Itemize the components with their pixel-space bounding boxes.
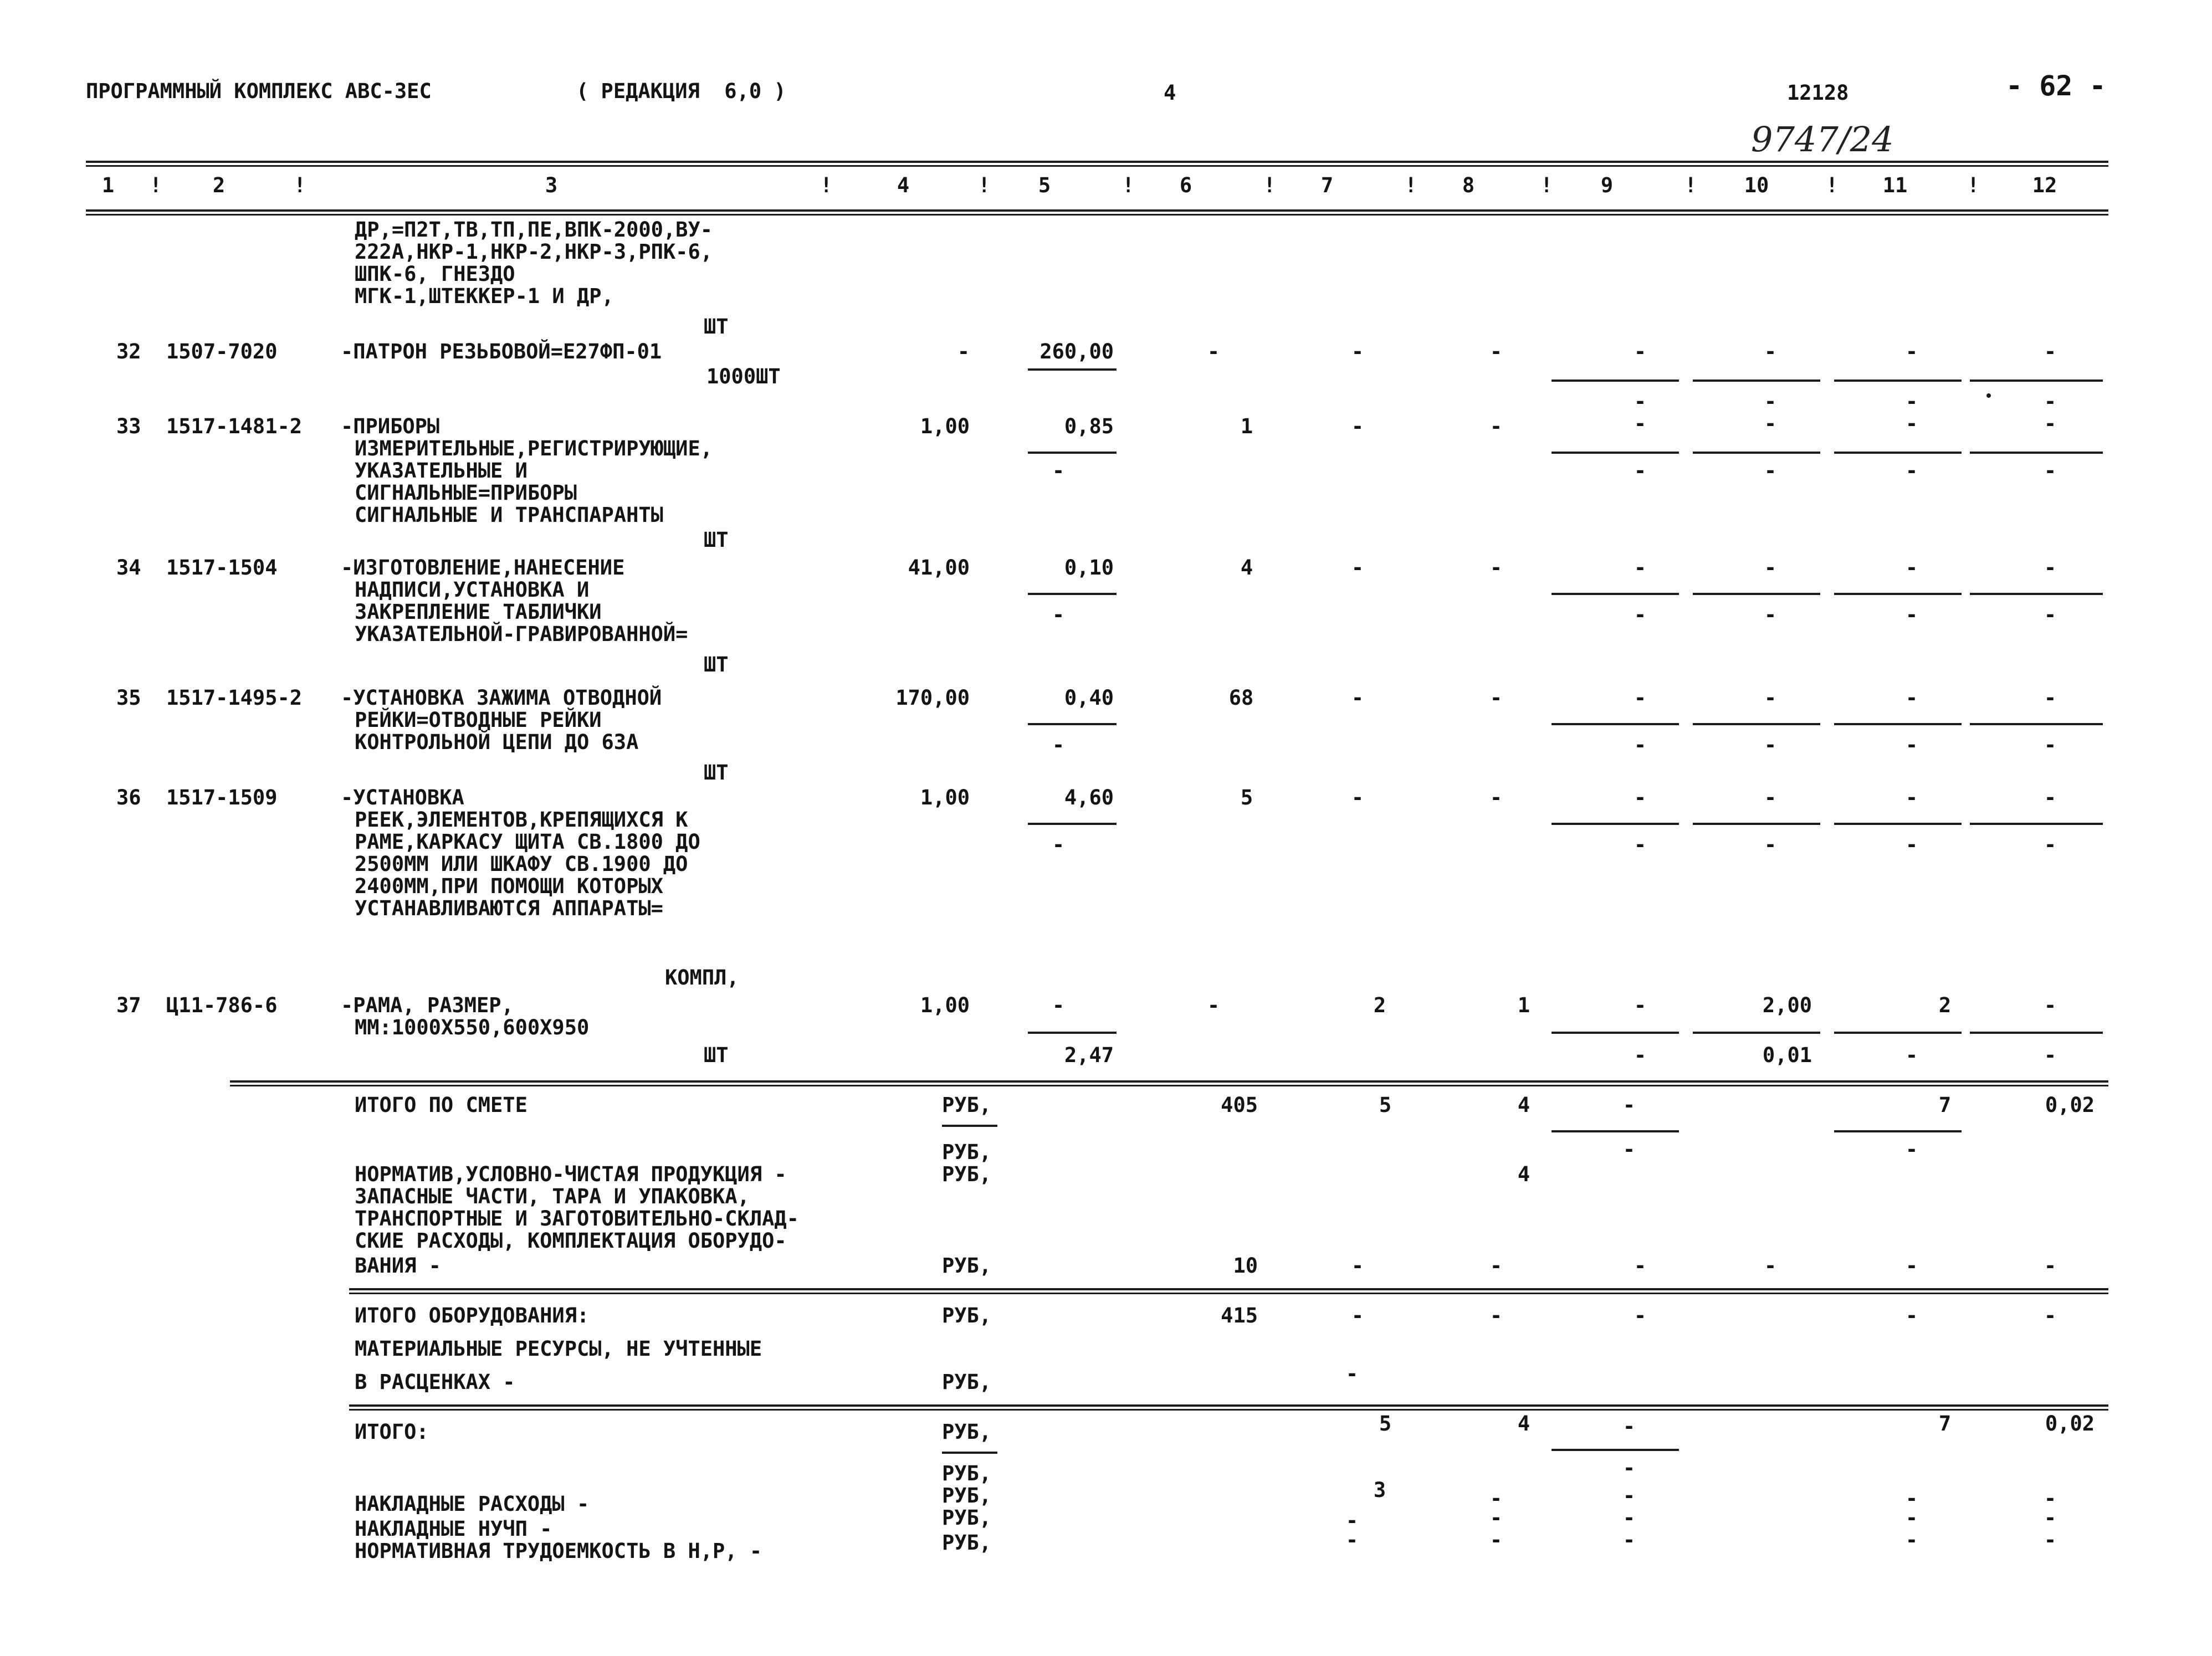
row-number: 33 — [116, 414, 141, 438]
col-header-9: 9 — [1600, 173, 1614, 197]
edition: ( РЕДАКЦИЯ 6,0 ) — [576, 79, 786, 103]
unit: ШТ — [704, 1043, 729, 1067]
col-sep: ! — [1967, 173, 1980, 197]
unit: ШТ — [704, 761, 729, 785]
unit: КОМПЛ, — [665, 966, 739, 990]
col-header-8: 8 — [1462, 173, 1475, 197]
row-number: 32 — [116, 340, 141, 363]
col-sep: ! — [1684, 173, 1697, 197]
unit-price: 0,40 — [1064, 686, 1114, 710]
totals-rule — [230, 1080, 2108, 1083]
program-title: ПРОГРАММНЫЙ КОМПЛЕКС АВС-3ЕС — [86, 79, 432, 103]
unit-price: - — [1052, 993, 1065, 1017]
totals-rule-2 — [230, 1085, 2108, 1086]
unit: ШТ — [704, 528, 729, 552]
unit-price: 260,00 — [1040, 340, 1114, 363]
col-header-3: 3 — [545, 173, 558, 197]
col-sep: ! — [1263, 173, 1276, 197]
currency: РУБ, — [942, 1093, 992, 1117]
col-sep: ! — [1540, 173, 1553, 197]
sheet-number: 4 — [1164, 81, 1176, 105]
col-header-11: 11 — [1882, 173, 1908, 197]
handwritten-reference: 9747/24 — [1751, 119, 1894, 160]
header-rule — [86, 209, 2108, 212]
resource-code: 1517-1509 — [166, 786, 278, 809]
quantity: 1,00 — [920, 993, 970, 1017]
col-header-2: 2 — [212, 173, 226, 197]
unit: ШТ — [704, 653, 729, 676]
col-sep: ! — [1826, 173, 1839, 197]
equipment-rule — [349, 1288, 2108, 1290]
col-sep: ! — [294, 173, 306, 197]
row-number: 37 — [116, 993, 141, 1017]
quantity: 1,00 — [920, 786, 970, 809]
unit-price: 4,60 — [1064, 786, 1114, 809]
col-header-5: 5 — [1038, 173, 1051, 197]
resource-code: 1507-7020 — [166, 340, 278, 363]
ink-dot — [1986, 393, 1991, 398]
final-rule-2 — [349, 1409, 2108, 1411]
row-number: 36 — [116, 786, 141, 809]
top-rule — [86, 161, 2108, 163]
row-number: 34 — [116, 556, 141, 580]
col-sep: ! — [1122, 173, 1135, 197]
page-number: - 62 - — [2006, 70, 2106, 102]
total-label: ИТОГО ПО СМЕТЕ — [355, 1093, 528, 1117]
quantity: - — [957, 340, 970, 363]
resource-code: 1517-1504 — [166, 556, 278, 580]
col-header-6: 6 — [1179, 173, 1192, 197]
quantity: 170,00 — [895, 686, 970, 710]
col-sep: ! — [150, 173, 162, 197]
unit-price: 0,85 — [1064, 414, 1114, 438]
unit-price-2: 2,47 — [1064, 1043, 1114, 1067]
resource-code: Ц11-786-6 — [166, 993, 278, 1017]
col-header-7: 7 — [1320, 173, 1334, 197]
top-rule-2 — [86, 165, 2108, 167]
col-header-1: 1 — [101, 173, 115, 197]
header-rule-2 — [86, 214, 2108, 216]
resource-code: 1517-1495-2 — [166, 686, 303, 710]
col-sep: ! — [820, 173, 833, 197]
unit-price: 0,10 — [1064, 556, 1114, 580]
description: -ПАТРОН РЕЗЬБОВОЙ=Е27ФП-01 — [341, 340, 662, 363]
unit: ШТ — [704, 315, 729, 339]
document-code: 12128 — [1787, 81, 1849, 105]
col-sep: ! — [978, 173, 991, 197]
col-header-10: 10 — [1744, 173, 1769, 197]
col-header-12: 12 — [2032, 173, 2057, 197]
quantity: 1,00 — [920, 414, 970, 438]
equipment-rule-2 — [349, 1293, 2108, 1294]
row-number: 35 — [116, 686, 141, 710]
resource-code: 1517-1481-2 — [166, 414, 303, 438]
unit: 1000ШТ — [706, 365, 781, 388]
col-header-4: 4 — [897, 173, 910, 197]
quantity: 41,00 — [908, 556, 970, 580]
final-rule — [349, 1404, 2108, 1407]
col-sep: ! — [1405, 173, 1417, 197]
